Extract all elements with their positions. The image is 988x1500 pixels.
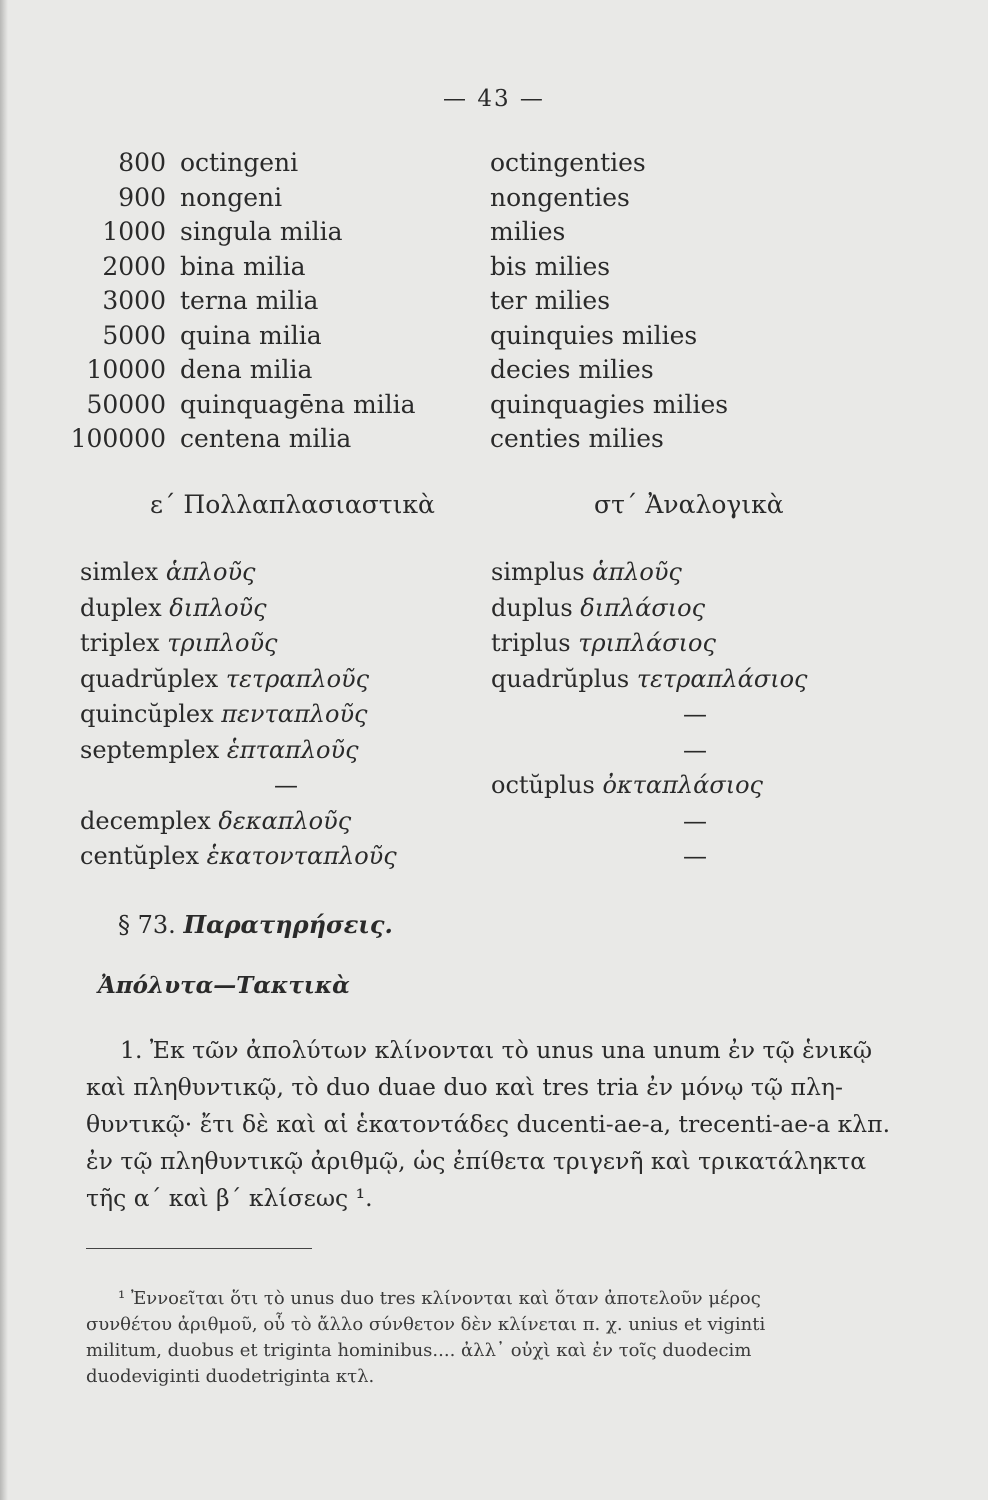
numeral-adverb: decies milies <box>490 355 654 384</box>
body-line: καὶ πληθυντικῷ, τὸ duo duae duo καὶ tres tria ἐν μόνῳ τῷ πλη- <box>86 1073 843 1101</box>
list-item <box>80 807 397 843</box>
numeral-adverb: nongenties <box>490 182 630 212</box>
greek-word: ἁπλοῦς <box>592 558 682 586</box>
paragraph-sign: § 73. <box>118 911 176 939</box>
list-item <box>80 700 397 736</box>
greek-word: τετραπλάσιος <box>636 664 808 693</box>
numeral-distributive: terna milia <box>180 286 319 315</box>
numeral-row <box>60 148 728 183</box>
numeral-adverb: centies milies <box>490 424 664 453</box>
numeral-distributive: bina milia <box>180 251 306 281</box>
list-item <box>80 558 397 594</box>
dash-placeholder: — <box>683 700 707 728</box>
latin-word: quadrŭplex <box>80 664 219 693</box>
numeral-value: 50000 <box>86 389 166 419</box>
greek-word: ὀκταπλάσιος <box>602 771 763 799</box>
body-line: 1. Ἐκ τῶν ἀπολύτων κλίνονται τὸ unus una unum ἐν τῷ ἑνικῷ <box>120 1036 873 1064</box>
list-item-dash <box>491 736 988 772</box>
numeral-adverb: milies <box>490 217 566 246</box>
list-item-dash <box>491 807 988 843</box>
list-item <box>491 629 811 665</box>
body-line: ἐν τῷ πληθυντικῷ ἀριθμῷ, ὡς ἐπίθετα τριγενῆ καὶ τρικατάληκτα <box>86 1147 867 1175</box>
list-item <box>80 594 397 630</box>
list-item <box>491 665 811 701</box>
dash-placeholder: — <box>683 806 707 835</box>
latin-word: centŭplex <box>80 842 199 870</box>
numeral-row <box>60 217 728 252</box>
numeral-value: 900 <box>118 182 166 212</box>
greek-word: δεκαπλοῦς <box>218 806 352 835</box>
numeral-value: 10000 <box>86 355 166 384</box>
numeral-row <box>60 321 728 356</box>
list-item <box>491 558 811 594</box>
greek-word: διπλοῦς <box>169 593 267 622</box>
dash-placeholder: — <box>683 735 707 764</box>
numeral-adverb: ter milies <box>490 286 611 315</box>
greek-word: τριπλοῦς <box>167 629 278 657</box>
numeral-row <box>60 286 728 321</box>
latin-word: duplex <box>80 593 162 622</box>
footnote <box>86 1286 936 1390</box>
greek-word: τριπλάσιος <box>578 629 716 657</box>
list-item <box>80 665 397 701</box>
list-item-dash <box>491 842 988 878</box>
list-item <box>491 594 811 630</box>
numeral-distributive: centena milia <box>180 424 352 453</box>
footnote-line: militum, duobus et triginta hominibus.... ἀλλ᾽ οὐχὶ καὶ ἐν τοῖς duodecim <box>86 1340 752 1361</box>
greek-word: πενταπλοῦς <box>221 700 368 728</box>
latin-word: simplus <box>491 558 585 586</box>
greek-word: ἑπταπλοῦς <box>226 735 359 764</box>
latin-word: septemplex <box>80 735 220 764</box>
numeral-distributive: dena milia <box>180 355 313 384</box>
numeral-row <box>60 424 728 459</box>
numeral-distributive: quinquagēna milia <box>180 389 416 419</box>
list-item-dash <box>80 771 397 807</box>
latin-word: quincŭplex <box>80 700 214 728</box>
list-item <box>80 842 397 878</box>
numeral-distributive: nongeni <box>180 182 283 212</box>
page-number: — 43 — <box>443 86 545 112</box>
numeral-value: 3000 <box>102 286 166 315</box>
numerals-table <box>60 148 728 459</box>
numeral-value: 5000 <box>102 320 166 350</box>
latin-word: triplex <box>80 629 160 657</box>
numeral-distributive: singula milia <box>180 217 343 246</box>
greek-word: διπλάσιος <box>580 593 706 622</box>
numeral-value: 800 <box>118 148 166 177</box>
multiplicatives-list <box>80 558 397 878</box>
latin-word: octŭplus <box>491 771 595 799</box>
section-heading-proportional: στ΄ Ἀναλογικὰ <box>594 490 784 519</box>
numeral-adverb: quinquagies milies <box>490 389 729 419</box>
page-edge-shadow <box>0 0 8 1500</box>
numeral-value: 100000 <box>70 424 166 453</box>
body-line: θυντικῷ· ἔτι δὲ καὶ αἱ ἑκατοντάδες ducenti-ae-a, trecenti-ae-a κλπ. <box>86 1110 891 1138</box>
footnote-line: συνθέτου ἀριθμοῦ, οὗ τὸ ἄλλο σύνθετον δὲν κλίνεται π. χ. unius et viginti <box>86 1314 766 1335</box>
numeral-distributive: octingeni <box>180 148 299 177</box>
subheading: Ἀπόλυτα—Τακτικὰ <box>98 972 350 999</box>
latin-word: quadrŭplus <box>491 664 630 693</box>
paragraph-heading <box>118 910 393 939</box>
numeral-adverb: bis milies <box>490 251 611 281</box>
list-item <box>491 771 811 807</box>
numeral-row <box>60 390 728 425</box>
dash-placeholder: — <box>683 842 707 870</box>
proportionals-list <box>491 558 988 878</box>
paragraph-title: Παρατηρήσεις. <box>183 910 393 939</box>
footnote-line: duodeviginti duodetriginta κτλ. <box>86 1366 375 1387</box>
numeral-row <box>60 252 728 287</box>
numeral-row <box>60 183 728 218</box>
numeral-adverb: octingenties <box>490 148 646 177</box>
numeral-row <box>60 355 728 390</box>
list-item <box>80 629 397 665</box>
dash-placeholder: — <box>274 771 298 799</box>
numeral-value: 1000 <box>102 217 166 246</box>
section-heading-multiplicative: ε΄ Πολλαπλασιαστικὰ <box>150 490 435 519</box>
numeral-adverb: quinquies milies <box>490 320 698 350</box>
body-line: τῆς α΄ καὶ β΄ κλίσεως ¹. <box>86 1184 373 1212</box>
list-item-dash <box>491 700 988 736</box>
latin-word: decemplex <box>80 806 211 835</box>
footnote-line: ¹ Ἐννοεῖται ὅτι τὸ unus duo tres κλίνονται καὶ ὅταν ἀποτελοῦν μέρος <box>118 1288 761 1309</box>
body-paragraph <box>86 1032 916 1217</box>
greek-word: ἁπλοῦς <box>165 558 256 586</box>
numeral-distributive: quina milia <box>180 320 322 350</box>
numeral-value: 2000 <box>102 251 166 281</box>
footnote-divider <box>86 1248 312 1249</box>
greek-word: ἑκατονταπλοῦς <box>206 842 397 870</box>
latin-word: simlex <box>80 558 159 586</box>
greek-word: τετραπλοῦς <box>225 664 370 693</box>
list-item <box>80 736 397 772</box>
latin-word: duplus <box>491 593 573 622</box>
latin-word: triplus <box>491 629 571 657</box>
